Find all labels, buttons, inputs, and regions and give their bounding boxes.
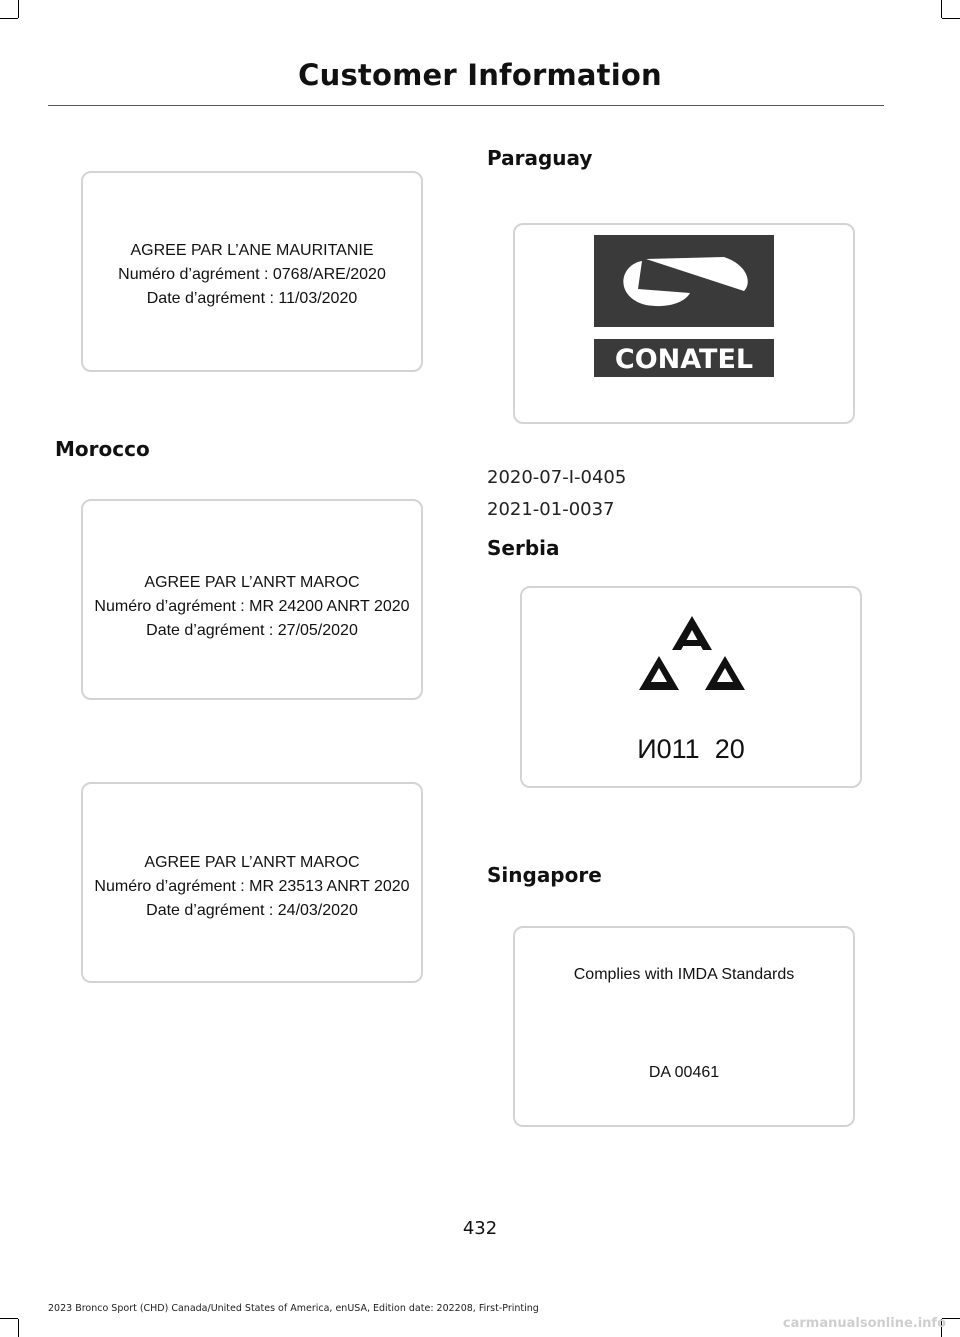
section-heading-paraguay: Paraguay — [487, 146, 593, 170]
serbia-conformity-label — [520, 586, 862, 788]
imda-compliance-text: Complies with IMDA Standards — [573, 966, 795, 983]
conatel-logo-text: CONATEL — [614, 344, 754, 375]
label-line: Numéro d’agrément : MR 24200 ANRT 2020 — [94, 598, 410, 615]
edition-footer: 2023 Bronco Sport (CHD) Canada/United States of America, enUSA, Edition date: 202208, First-Printing — [48, 1303, 539, 1314]
triangle-right — [705, 656, 745, 690]
crop-mark — [18, 0, 19, 18]
label-line: Numéro d’agrément : MR 23513 ANRT 2020 — [94, 878, 410, 895]
label-line: AGREE PAR L’ANE MAURITANIE — [130, 242, 374, 259]
singapore-imda-label — [513, 926, 855, 1127]
label-line: Date d’agrément : 11/03/2020 — [146, 290, 358, 307]
section-heading-serbia: Serbia — [487, 536, 560, 560]
page-number: 432 — [462, 1218, 498, 1239]
mauritania-approval-label — [81, 171, 423, 372]
serbia-triangle-icon — [637, 610, 747, 700]
serbia-mark-code: И011 20 — [637, 734, 745, 764]
mauritania-label-text — [83, 239, 421, 311]
page-title: Customer Information — [298, 58, 662, 92]
label-line: Date d’agrément : 27/05/2020 — [146, 622, 358, 639]
crop-mark — [942, 18, 960, 19]
label-line: AGREE PAR L’ANRT MAROC — [144, 854, 360, 871]
paraguay-cert-number: 2021-01-0037 — [487, 499, 615, 520]
paraguay-cert-number: 2020-07-I-0405 — [487, 467, 627, 488]
morocco-approval-label-1 — [81, 499, 423, 700]
triangle-top-bar — [679, 640, 705, 646]
crop-mark — [941, 0, 942, 18]
crop-mark — [0, 18, 18, 19]
morocco-label-2-text — [83, 851, 421, 923]
label-line: AGREE PAR L’ANRT MAROC — [144, 574, 360, 591]
label-line: Numéro d’agrément : 0768/ARE/2020 — [118, 266, 386, 283]
paraguay-conatel-label — [513, 223, 855, 424]
crop-mark — [18, 1319, 19, 1337]
watermark: carmanualsonline.info — [782, 1316, 946, 1331]
label-line: Date d’agrément : 24/03/2020 — [146, 902, 358, 919]
triangle-left — [639, 656, 679, 690]
conatel-logo — [594, 235, 774, 377]
morocco-label-1-text — [83, 571, 421, 643]
crop-mark — [0, 1318, 18, 1319]
imda-dealer-code: DA 00461 — [648, 1064, 720, 1081]
section-heading-morocco: Morocco — [55, 437, 150, 461]
header-divider — [48, 105, 884, 106]
morocco-approval-label-2 — [81, 782, 423, 983]
section-heading-singapore: Singapore — [487, 863, 602, 887]
